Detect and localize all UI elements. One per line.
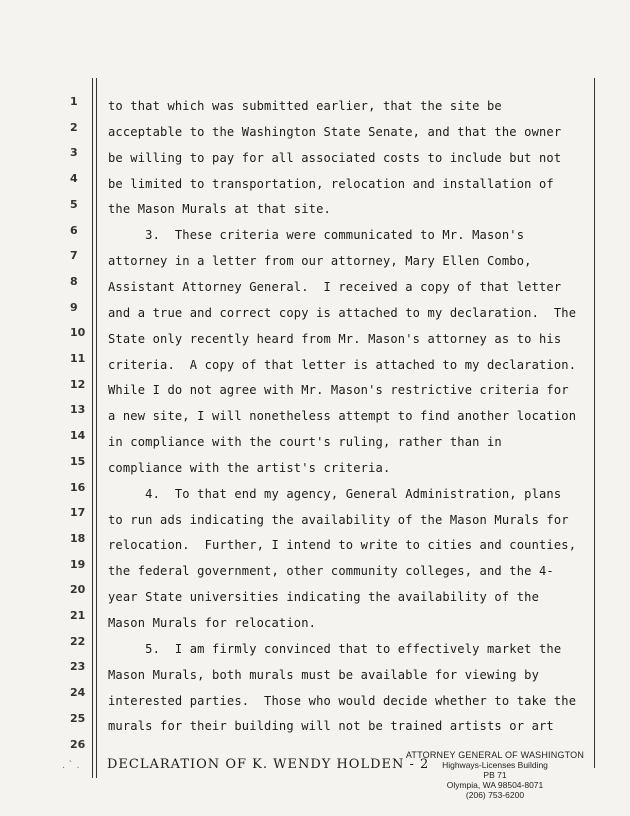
attorney-general-address-block (395, 750, 595, 800)
line-number: 15 (70, 454, 86, 468)
line-number: 7 (70, 249, 78, 263)
body-line: to run ads indicating the availability of the Mason Murals for (108, 512, 569, 527)
body-line: the federal government, other community colleges, and the 4- (108, 564, 554, 579)
body-line: in compliance with the court's ruling, rather than in (108, 435, 502, 450)
body-line: relocation. Further, I intend to write to cities and counties, (108, 538, 577, 553)
body-line: be willing to pay for all associated costs to include but not (108, 150, 562, 165)
ag-building: Highways-Licenses Building (442, 760, 548, 770)
body-line: compliance with the artist's criteria. (108, 460, 391, 475)
body-line: a new site, I will nonetheless attempt to find another location (108, 409, 577, 424)
body-line: Mason Murals, both murals must be available for viewing by (108, 667, 540, 682)
body-line: interested parties. Those who would decide whether to take the (108, 693, 577, 708)
body-line: acceptable to the Washington State Senate, and that the owner (108, 124, 562, 139)
body-line: While I do not agree with Mr. Mason's restrictive criteria for (108, 383, 569, 398)
line-number: 21 (70, 609, 86, 622)
left-margin-rule-outer (92, 78, 93, 778)
right-margin-rule (594, 78, 595, 768)
line-number: 22 (70, 634, 86, 648)
scan-specks: . ` . (62, 760, 80, 771)
left-margin-rule-inner (96, 78, 97, 778)
line-number: 11 (70, 352, 86, 365)
line-number: 24 (70, 686, 86, 700)
body-line: criteria. A copy of that letter is attached to my declaration. (108, 357, 577, 372)
line-number: 14 (70, 429, 86, 443)
line-number: 10 (70, 326, 86, 340)
body-line: to that which was submitted earlier, that the site be (108, 99, 502, 113)
body-line: 5. I am firmly convinced that to effectively market the (108, 641, 562, 656)
line-number: 23 (70, 660, 86, 674)
line-number: 18 (70, 531, 86, 545)
line-number: 25 (70, 711, 86, 725)
line-number: 13 (70, 403, 86, 417)
line-number: 2 (70, 120, 78, 134)
body-line: attorney in a letter from our attorney, Mary Ellen Combo, (108, 254, 532, 269)
line-number: 6 (70, 223, 78, 237)
body-line: 3. These criteria were communicated to Mr. Mason's (108, 228, 525, 243)
body-line: Assistant Attorney General. I received a copy of that letter (108, 279, 562, 294)
line-number: 19 (70, 557, 86, 571)
ag-phone: (206) 753-6200 (465, 790, 525, 800)
line-number: 4 (70, 172, 78, 186)
body-line: be limited to transportation, relocation and installation of (108, 176, 554, 191)
line-number: 20 (70, 583, 86, 597)
body-line: murals for their building will not be trained artists or art (108, 719, 554, 734)
line-number: 8 (70, 274, 78, 288)
line-number: 3 (70, 146, 78, 160)
ag-box: PB 71 (483, 770, 507, 780)
line-number: 26 (70, 737, 86, 751)
line-number: 17 (70, 506, 86, 520)
body-line: and a true and correct copy is attached to my declaration. The (108, 305, 577, 320)
ag-city: Olympia, WA 98504-8071 (446, 780, 544, 790)
body-line: 4. To that end my agency, General Administration, plans (108, 486, 562, 501)
body-line: the Mason Murals at that site. (108, 202, 331, 217)
body-line: State only recently heard from Mr. Mason's attorney as to his (108, 331, 562, 346)
declaration-footer-title: DECLARATION OF K. WENDY HOLDEN - 2 (107, 757, 430, 772)
line-number: 9 (70, 300, 78, 314)
line-number: 1 (70, 95, 78, 108)
line-number: 16 (70, 480, 86, 494)
line-number: 5 (70, 197, 78, 211)
line-number: 12 (70, 377, 86, 391)
ag-office-name: ATTORNEY GENERAL OF WASHINGTON (405, 750, 585, 760)
body-line: year State universities indicating the availability of the (108, 590, 540, 605)
body-line: Mason Murals for relocation. (108, 616, 317, 630)
